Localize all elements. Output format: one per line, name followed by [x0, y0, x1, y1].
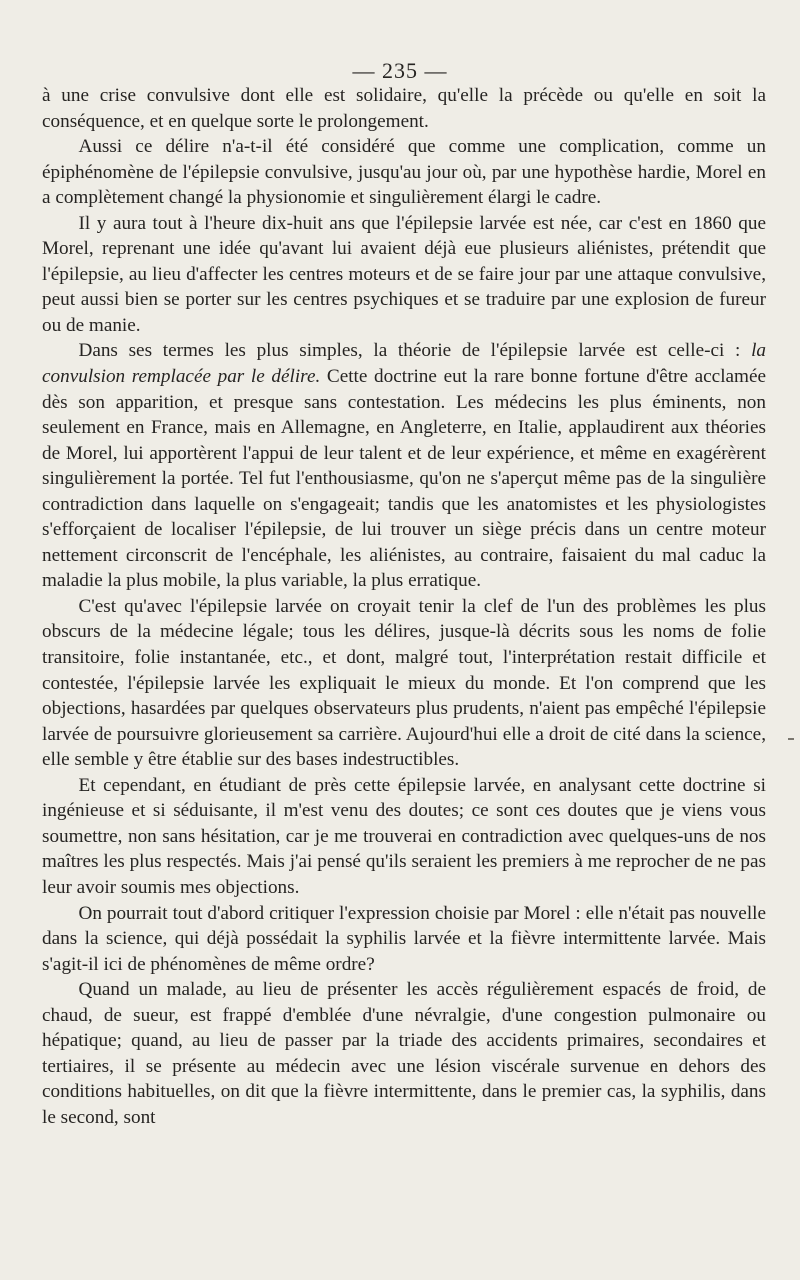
paragraph-text: Cette doctrine eut la rare bonne fortune d'être acclamée dès son apparition, et presque sans contestation. Les médecins les plus éminents, non seulement en France, mais en Allemagne, en Angleterre, en Italie, applaudirent aux théories de Morel, lui apportèrent l'appui de leur talent et de leur expérience, et même en exagérèrent singulièrement la portée. Tel fut l'enthousiasme, qu'on ne s'aperçut même pas de la singulière contradiction dans laquelle on s'engageait; tandis que les anatomistes et les physiologistes s'efforçaient de localiser l'épilepsie, de lui trouver un siège précis dans un centre moteur nettement circonscrit de l'encéphale, les aliénistes, au contraire, faisaient du mal caduc la maladie la plus mobile, la plus variable, la plus erratique. — [42, 366, 766, 592]
paragraph: Et cependant, en étudiant de près cette épilepsie larvée, en analysant cette doctrine si ingénieuse et si séduisante, il m'est venu des doutes; ce sont ces doutes que je viens vous soumettre, non sans hésitation, car je me trouverai en contradiction avec quelques-uns de nos maîtres les plus respectés. Mais j'ai pensé qu'ils seraient les premiers à me reprocher de ne pas leur avoir soumis mes objections. — [42, 774, 766, 898]
paragraph: On pourrait tout d'abord critiquer l'expression choisie par Morel : elle n'était pas nouvelle dans la science, qui déjà possédait la syphilis larvée et la fièvre intermittente larvée. Mais s'agit-il ici de phénomènes de même ordre? — [42, 902, 766, 975]
paragraph: C'est qu'avec l'épilepsie larvée on croyait tenir la clef de l'un des problèmes les plus obscurs de la médecine légale; tous les délires, jusque-là décrits sous les noms de folie transitoire, folie instantanée, etc., et dont, malgré tout, l'interprétation restait difficile et contestée, l'épilepsie larvée les expliquait le mieux du monde. Et l'on comprend que les objections, hasardées par quelques observateurs plus prudents, n'aient pas empêché l'épilepsie larvée de poursuivre glorieusement sa carrière. Aujourd'hui elle a droit de cité dans la science, elle semble y être établie sur des bases indestructibles. — [42, 595, 766, 771]
page-number: — 235 — — [352, 58, 448, 83]
paragraph: Quand un malade, au lieu de présenter les accès régulièrement espacés de froid, de chaud, de sueur, est frappé d'emblée d'une névralgie, d'une congestion pulmonaire ou hépatique; quand, au lieu de passer par la triade des accidents primaires, secondaires et tertiaires, il se présente au médecin avec une lésion viscérale survenue en dehors des conditions habituelles, on dit que la fièvre intermittente, dans le premier cas, la syphilis, dans le second, sont — [42, 979, 766, 1128]
margin-mark — [788, 738, 794, 740]
italic-definition: la convulsion remplacée par le délire. — [42, 340, 766, 388]
paragraph-text: Dans ses termes les plus simples, la théorie de l'épilepsie larvée est celle-ci : — [78, 340, 752, 362]
body-text — [42, 83, 766, 1130]
paragraph-continuation: à une crise convulsive dont elle est solidaire, qu'elle la précède ou qu'elle en soit la conséquence, et en quelque sorte le prolongement. — [42, 85, 766, 132]
paragraph — [42, 338, 766, 593]
paragraph: Il y aura tout à l'heure dix-huit ans que l'épilepsie larvée est née, car c'est en 1860 que Morel, reprenant une idée qu'avant lui avaient déjà eue plusieurs aliénistes, prétendit que l'épilepsie, au lieu d'affecter les centres moteurs et de se faire jour par une attaque convulsive, peut aussi bien se porter sur les centres psychiques et se traduire par une explosion de fureur ou de manie. — [42, 212, 766, 336]
paragraph: Aussi ce délire n'a-t-il été considéré que comme une complication, comme un épiphénomène de l'épilepsie convulsive, jusqu'au jour où, par une hypothèse hardie, Morel en a complètement changé la physionomie et singulièrement élargi le cadre. — [42, 136, 766, 209]
